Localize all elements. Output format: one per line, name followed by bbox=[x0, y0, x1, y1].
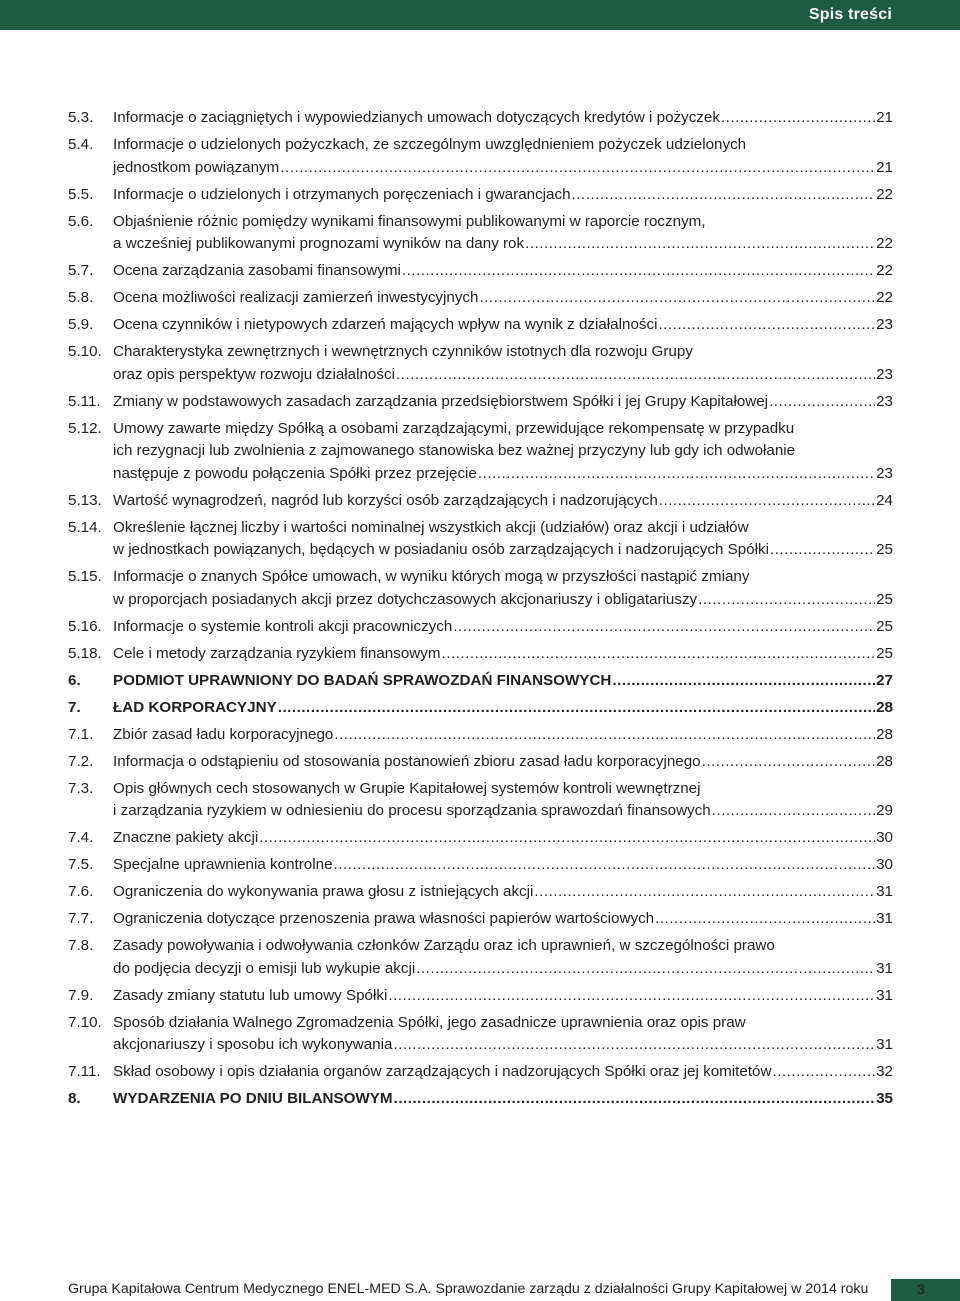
toc-entry[interactable] bbox=[68, 827, 893, 850]
toc-entry[interactable] bbox=[68, 616, 893, 639]
toc-entry-number: 7.10. bbox=[68, 1013, 102, 1031]
toc-dot-leader bbox=[712, 800, 875, 823]
toc-entry-line bbox=[113, 233, 893, 256]
toc-entry-number: 6. bbox=[68, 671, 81, 689]
toc-entry-number: 5.8. bbox=[68, 289, 94, 306]
toc-entry-number: 5.5. bbox=[68, 185, 94, 203]
toc-entry-body bbox=[113, 517, 893, 562]
toc-entry-title: Ograniczenia do wykonywania prawa głosu z istniejących akcji bbox=[113, 883, 534, 900]
toc-entry-line bbox=[113, 341, 893, 364]
toc-entry[interactable] bbox=[68, 1088, 893, 1111]
toc-entry[interactable] bbox=[68, 670, 893, 693]
toc-entry-body bbox=[113, 670, 893, 693]
toc-entry-title: Ocena zarządzania zasobami finansowymi bbox=[113, 262, 401, 279]
table-of-contents bbox=[68, 107, 893, 1115]
toc-dot-leader bbox=[479, 287, 875, 310]
toc-entry[interactable] bbox=[68, 287, 893, 310]
toc-entry-number: 5.7. bbox=[68, 262, 94, 279]
toc-dot-leader bbox=[393, 1034, 875, 1057]
toc-entry-line bbox=[113, 827, 893, 850]
toc-entry-line bbox=[113, 517, 893, 540]
toc-entry-line bbox=[113, 1088, 893, 1111]
toc-entry-number: 5.13. bbox=[68, 491, 102, 509]
toc-entry-title: Znaczne pakiety akcji bbox=[113, 829, 259, 846]
toc-entry-title: i zarządzania ryzykiem w odniesieniu do procesu sporządzania sprawozdań finansowych bbox=[113, 802, 711, 819]
toc-page-number: 28 bbox=[876, 698, 893, 716]
toc-page-number: 35 bbox=[876, 1090, 893, 1107]
toc-entry[interactable] bbox=[68, 1061, 893, 1084]
toc-entry[interactable] bbox=[68, 314, 893, 337]
toc-entry-title: Zmiany w podstawowych zasadach zarządzania przedsiębiorstwem Spółki i jej Grupy Kapitałowej bbox=[113, 392, 769, 410]
toc-page-number: 23 bbox=[876, 316, 893, 333]
toc-entry-number: 7.5. bbox=[68, 856, 94, 873]
toc-page-number: 21 bbox=[876, 158, 893, 176]
footer-page-number: 3 bbox=[917, 1281, 925, 1297]
toc-entry[interactable] bbox=[68, 260, 893, 283]
toc-entry-number: 5.12. bbox=[68, 419, 102, 437]
toc-entry-title: PODMIOT UPRAWNIONY DO BADAŃ SPRAWOZDAŃ FINANSOWYCH bbox=[113, 671, 612, 689]
toc-dot-leader bbox=[278, 697, 875, 720]
toc-entry-title: Określenie łącznej liczby i wartości nominalnej wszystkich akcji (udziałów) oraz akcji i udziałów bbox=[113, 518, 749, 536]
toc-entry-title: Informacje o zaciągniętych i wypowiedzianych umowach dotyczących kredytów i pożyczek bbox=[113, 109, 720, 126]
toc-entry-body bbox=[113, 314, 893, 337]
toc-dot-leader bbox=[453, 616, 875, 639]
toc-entry-body bbox=[113, 1012, 893, 1057]
toc-page-number: 30 bbox=[876, 829, 893, 846]
toc-dot-leader bbox=[769, 391, 875, 414]
toc-entry-line bbox=[113, 364, 893, 387]
header-bar bbox=[0, 0, 960, 30]
toc-page-number: 28 bbox=[876, 752, 893, 770]
toc-entry-body bbox=[113, 107, 893, 130]
toc-entry-title: następuje z powodu połączenia Spółki przez przejęcie bbox=[113, 464, 477, 482]
toc-entry-line bbox=[113, 184, 893, 207]
toc-entry-number: 7.2. bbox=[68, 752, 94, 770]
toc-entry-title: Wartość wynagrodzeń, nagród lub korzyści osób zarządzających i nadzorujących bbox=[113, 491, 658, 509]
toc-entry[interactable] bbox=[68, 881, 893, 904]
toc-page-number: 22 bbox=[876, 235, 893, 252]
toc-page-number: 21 bbox=[876, 109, 893, 126]
toc-page-number: 30 bbox=[876, 856, 893, 873]
toc-dot-leader bbox=[394, 1088, 876, 1111]
toc-entry[interactable] bbox=[68, 935, 893, 980]
toc-entry-line bbox=[113, 589, 893, 612]
toc-entry-number: 7.6. bbox=[68, 883, 94, 900]
toc-dot-leader bbox=[702, 751, 875, 774]
toc-entry-title: Zbiór zasad ładu korporacyjnego bbox=[113, 725, 334, 743]
toc-entry-number: 5.4. bbox=[68, 136, 94, 153]
toc-page-number: 22 bbox=[876, 185, 893, 203]
toc-dot-leader bbox=[658, 314, 875, 337]
toc-entry[interactable] bbox=[68, 107, 893, 130]
toc-entry-title: do podjęcia decyzji o emisji lub wykupie akcji bbox=[113, 959, 416, 977]
toc-page-number: 25 bbox=[876, 617, 893, 635]
toc-entry[interactable] bbox=[68, 490, 893, 513]
toc-dot-leader bbox=[442, 643, 876, 666]
toc-dot-leader bbox=[698, 589, 875, 612]
toc-page-number: 27 bbox=[876, 671, 893, 689]
toc-entry-title: WYDARZENIA PO DNIU BILANSOWYM bbox=[113, 1090, 393, 1107]
toc-entry-title: Informacje o systemie kontroli akcji pracowniczych bbox=[113, 617, 453, 635]
toc-page-number: 31 bbox=[876, 986, 893, 1004]
footer-text: Grupa Kapitałowa Centrum Medycznego ENEL-MED S.A. Sprawozdanie zarządu z działalności Grupy Kapitałowej w 2014 roku bbox=[68, 1281, 869, 1297]
toc-entry-line bbox=[113, 566, 893, 589]
toc-entry-number: 7.8. bbox=[68, 937, 94, 954]
toc-entry[interactable] bbox=[68, 643, 893, 666]
toc-dot-leader bbox=[334, 724, 875, 747]
toc-entry-line bbox=[113, 391, 893, 414]
toc-dot-leader bbox=[772, 1061, 875, 1084]
toc-entry-line bbox=[113, 643, 893, 666]
toc-entry-line bbox=[113, 211, 893, 234]
toc-entry-line bbox=[113, 1034, 893, 1057]
toc-page-number: 25 bbox=[876, 590, 893, 608]
toc-entry-line bbox=[113, 697, 893, 720]
toc-page-number: 25 bbox=[876, 644, 893, 662]
toc-entry[interactable] bbox=[68, 908, 893, 931]
toc-entry-line bbox=[113, 157, 893, 180]
toc-entry-title: jednostkom powiązanym bbox=[113, 158, 280, 176]
toc-entry-title: ŁAD KORPORACYJNY bbox=[113, 698, 277, 716]
toc-entry-title: oraz opis perspektyw rozwoju działalności bbox=[113, 365, 395, 383]
toc-page-number: 31 bbox=[876, 883, 893, 900]
toc-entry-number: 5.15. bbox=[68, 568, 102, 585]
toc-entry-title: Informacje o udzielonych pożyczkach, ze szczególnym uwzględnieniem pożyczek udzielonych bbox=[113, 136, 747, 153]
toc-entry-body bbox=[113, 184, 893, 207]
toc-page-number: 23 bbox=[876, 365, 893, 383]
toc-entry-number: 5.14. bbox=[68, 518, 102, 536]
toc-entry-body bbox=[113, 566, 893, 611]
toc-entry-body bbox=[113, 935, 893, 980]
toc-entry-line bbox=[113, 854, 893, 877]
toc-entry-number: 7. bbox=[68, 698, 81, 716]
toc-entry-line bbox=[113, 670, 893, 693]
toc-entry-line bbox=[113, 314, 893, 337]
toc-entry-title: Ocena czynników i nietypowych zdarzeń mających wpływ na wynik z działalności bbox=[113, 316, 658, 333]
toc-dot-leader bbox=[721, 107, 875, 130]
toc-entry[interactable] bbox=[68, 517, 893, 562]
toc-entry-number: 5.6. bbox=[68, 212, 94, 230]
page-title: Spis treści bbox=[808, 6, 892, 23]
toc-entry-body bbox=[113, 1061, 893, 1084]
toc-entry-line bbox=[113, 1012, 893, 1035]
toc-entry-line bbox=[113, 616, 893, 639]
toc-dot-leader bbox=[770, 539, 875, 562]
toc-page-number: 31 bbox=[876, 910, 893, 927]
toc-entry-body bbox=[113, 908, 893, 931]
toc-entry-body bbox=[113, 1088, 893, 1111]
toc-entry-title: w proporcjach posiadanych akcji przez dotychczasowych akcjonariuszy i obligatariuszy bbox=[113, 590, 698, 608]
toc-page-number: 22 bbox=[876, 262, 893, 279]
toc-entry-body bbox=[113, 616, 893, 639]
toc-entry-title: akcjonariuszy i sposobu ich wykonywania bbox=[113, 1036, 393, 1053]
toc-entry-number: 7.7. bbox=[68, 910, 94, 927]
toc-entry-body bbox=[113, 341, 893, 386]
toc-entry-number: 7.1. bbox=[68, 725, 94, 743]
toc-entry[interactable] bbox=[68, 985, 893, 1008]
toc-dot-leader bbox=[525, 233, 875, 256]
toc-entry[interactable] bbox=[68, 697, 893, 720]
toc-dot-leader bbox=[334, 854, 876, 877]
toc-entry-title: Umowy zawarte między Spółką a osobami zarządzającymi, przewidujące rekompensatę w przypadku bbox=[113, 419, 795, 437]
footer-page-badge bbox=[891, 1279, 960, 1301]
toc-entry-title: a wcześniej publikowanymi prognozami wyników na dany rok bbox=[113, 235, 525, 252]
toc-page-number: 23 bbox=[876, 464, 893, 482]
toc-entry-body bbox=[113, 697, 893, 720]
toc-entry[interactable] bbox=[68, 854, 893, 877]
toc-dot-leader bbox=[280, 157, 875, 180]
toc-entry-body bbox=[113, 260, 893, 283]
toc-entry-line bbox=[113, 881, 893, 904]
toc-entry-line bbox=[113, 440, 893, 463]
toc-entry[interactable] bbox=[68, 134, 893, 179]
toc-entry-line bbox=[113, 908, 893, 931]
toc-page-number: 25 bbox=[876, 541, 893, 558]
toc-entry-line bbox=[113, 490, 893, 513]
toc-entry-number: 7.11. bbox=[68, 1063, 101, 1080]
toc-entry-body bbox=[113, 134, 893, 179]
toc-page-number: 24 bbox=[876, 491, 893, 509]
toc-entry[interactable] bbox=[68, 566, 893, 611]
toc-page-number: 29 bbox=[876, 802, 893, 819]
toc-dot-leader bbox=[478, 463, 875, 486]
toc-entry-title: Skład osobowy i opis działania organów zarządzających i nadzorujących Spółki oraz jej komitetów bbox=[113, 1063, 772, 1080]
toc-dot-leader bbox=[659, 490, 875, 513]
toc-dot-leader bbox=[612, 670, 875, 693]
toc-entry-line bbox=[113, 134, 893, 157]
toc-entry[interactable] bbox=[68, 751, 893, 774]
toc-entry-line bbox=[113, 418, 893, 441]
toc-entry-line bbox=[113, 985, 893, 1008]
toc-dot-leader bbox=[655, 908, 875, 931]
toc-entry-title: Opis głównych cech stosowanych w Grupie Kapitałowej systemów kontroli wewnętrznej bbox=[113, 779, 701, 797]
toc-entry[interactable] bbox=[68, 184, 893, 207]
toc-entry-number: 5.10. bbox=[68, 343, 102, 360]
toc-entry-title: Ocena możliwości realizacji zamierzeń inwestycyjnych bbox=[113, 289, 479, 306]
toc-page-number: 32 bbox=[876, 1063, 893, 1080]
toc-entry-body bbox=[113, 827, 893, 850]
toc-entry[interactable] bbox=[68, 418, 893, 486]
toc-entry-body bbox=[113, 287, 893, 310]
toc-entry-body bbox=[113, 985, 893, 1008]
toc-entry[interactable] bbox=[68, 391, 893, 414]
toc-entry-body bbox=[113, 418, 893, 486]
toc-entry-title: Informacje o udzielonych i otrzymanych poręczeniach i gwarancjach bbox=[113, 185, 571, 203]
toc-entry-line bbox=[113, 260, 893, 283]
toc-entry-line bbox=[113, 107, 893, 130]
toc-entry-line bbox=[113, 751, 893, 774]
toc-entry-line bbox=[113, 724, 893, 747]
toc-entry-number: 8. bbox=[68, 1090, 81, 1107]
toc-dot-leader bbox=[402, 260, 875, 283]
toc-entry-body bbox=[113, 490, 893, 513]
toc-entry-body bbox=[113, 778, 893, 823]
toc-entry-line bbox=[113, 287, 893, 310]
toc-entry[interactable] bbox=[68, 341, 893, 386]
toc-entry-title: Zasady zmiany statutu lub umowy Spółki bbox=[113, 986, 388, 1004]
toc-entry-line bbox=[113, 778, 893, 801]
toc-entry-line bbox=[113, 1061, 893, 1084]
toc-entry-number: 5.3. bbox=[68, 109, 94, 126]
toc-entry-line bbox=[113, 539, 893, 562]
toc-entry-number: 5.16. bbox=[68, 617, 102, 635]
toc-entry-title: Cele i metody zarządzania ryzykiem finansowym bbox=[113, 644, 441, 662]
toc-entry-body bbox=[113, 881, 893, 904]
toc-entry-title: Charakterystyka zewnętrznych i wewnętrznych czynników istotnych dla rozwoju Grupy bbox=[113, 343, 693, 360]
toc-entry-number: 5.9. bbox=[68, 316, 94, 333]
toc-entry-number: 5.11. bbox=[68, 392, 101, 410]
toc-entry-title: Objaśnienie różnic pomiędzy wynikami finansowymi publikowanymi w raporcie rocznym, bbox=[113, 212, 706, 230]
toc-entry-title: Ograniczenia dotyczące przenoszenia prawa własności papierów wartościowych bbox=[113, 910, 655, 927]
toc-entry-title: Informacje o znanych Spółce umowach, w wyniku których mogą w przyszłości nastąpić zmiany bbox=[113, 568, 750, 585]
toc-entry-body bbox=[113, 724, 893, 747]
toc-entry-title: Informacja o odstąpieniu od stosowania postanowień zbioru zasad ładu korporacyjnego bbox=[113, 752, 701, 770]
toc-entry-title: ich rezygnacji lub zwolnienia z zajmowanego stanowiska bez ważnej przyczyny lub gdy ich odwołanie bbox=[113, 442, 796, 459]
toc-entry-title: w jednostkach powiązanych, będących w posiadaniu osób zarządzających i nadzorujących Spółki bbox=[113, 541, 769, 558]
toc-dot-leader bbox=[388, 985, 875, 1008]
toc-entry-body bbox=[113, 391, 893, 414]
toc-entry-number: 7.3. bbox=[68, 779, 94, 797]
toc-page-number: 31 bbox=[876, 959, 893, 977]
toc-entry-title: Sposób działania Walnego Zgromadzenia Spółki, jego zasadnicze uprawnienia oraz opis praw bbox=[113, 1013, 746, 1031]
toc-dot-leader bbox=[259, 827, 875, 850]
toc-entry-line bbox=[113, 463, 893, 486]
toc-dot-leader bbox=[396, 364, 875, 387]
toc-page-number: 31 bbox=[876, 1036, 893, 1053]
toc-entry-number: 7.9. bbox=[68, 986, 94, 1004]
toc-entry-number: 7.4. bbox=[68, 829, 94, 846]
toc-entry-line bbox=[113, 800, 893, 823]
toc-dot-leader bbox=[416, 958, 875, 981]
toc-entry-title: Zasady powoływania i odwoływania członków Zarządu oraz ich uprawnień, w szczególności prawo bbox=[113, 937, 775, 954]
toc-dot-leader bbox=[572, 184, 876, 207]
toc-entry[interactable] bbox=[68, 724, 893, 747]
toc-dot-leader bbox=[534, 881, 875, 904]
toc-entry[interactable] bbox=[68, 778, 893, 823]
toc-entry-line bbox=[113, 958, 893, 981]
toc-entry-body bbox=[113, 211, 893, 256]
toc-page-number: 22 bbox=[876, 289, 893, 306]
toc-entry-body bbox=[113, 751, 893, 774]
toc-entry-title: Specjalne uprawnienia kontrolne bbox=[113, 856, 333, 873]
toc-page-number: 28 bbox=[876, 725, 893, 743]
toc-entry[interactable] bbox=[68, 1012, 893, 1057]
toc-page-number: 23 bbox=[876, 392, 893, 410]
toc-entry-line bbox=[113, 935, 893, 958]
toc-entry-number: 5.18. bbox=[68, 644, 102, 662]
toc-entry-body bbox=[113, 643, 893, 666]
toc-entry[interactable] bbox=[68, 211, 893, 256]
toc-entry-body bbox=[113, 854, 893, 877]
